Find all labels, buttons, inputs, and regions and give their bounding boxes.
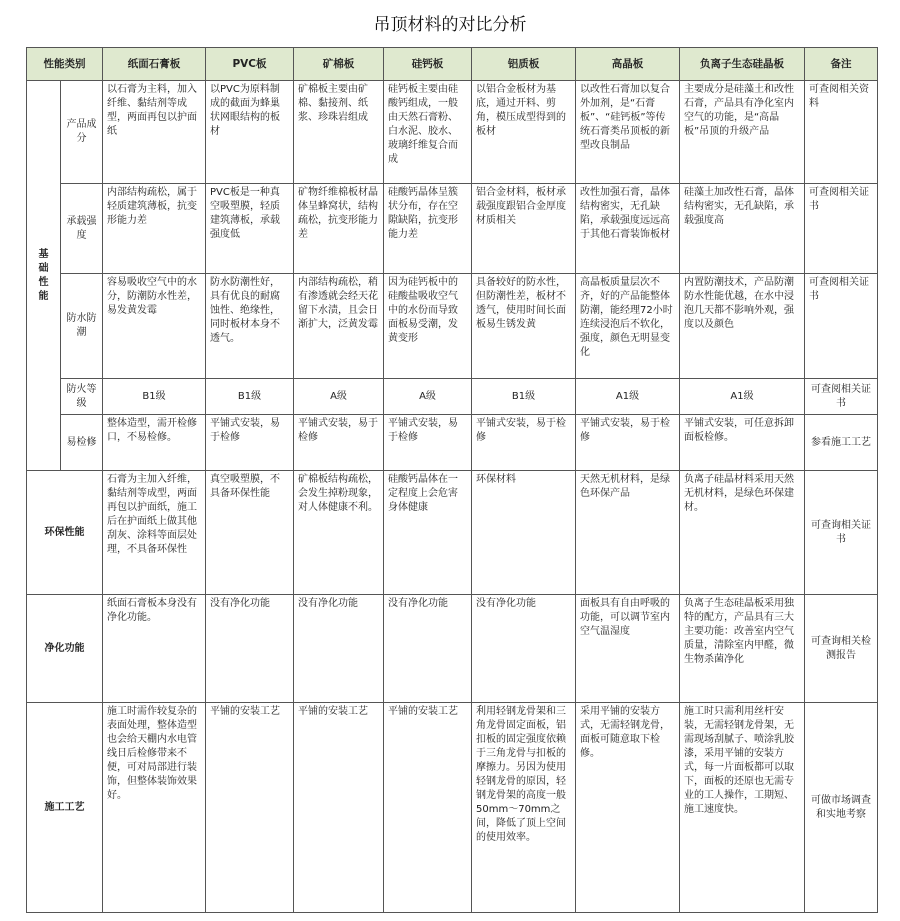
table-cell: 矿棉板主要由矿棉、黏接剂、纸浆、珍珠岩组成 [294, 81, 384, 184]
table-cell: 平铺式安装，易于检修 [576, 415, 680, 471]
table-row [27, 703, 878, 913]
table-cell: 平铺式安装，易于检修 [206, 415, 294, 471]
group-basic-label: 础 [38, 262, 49, 274]
table-cell: 主要成分是硅藻土和改性石膏，产品具有净化室内空气的功能，是“高晶板”吊顶的升级产品 [680, 81, 805, 184]
table-cell: 平铺式安装，易于检修 [294, 415, 384, 471]
table-cell: 可查阅相关证书 [805, 379, 878, 415]
row-label: 施工工艺 [27, 703, 103, 913]
table-cell: PVC板是一种真空吸塑膜，轻质建筑薄板，承载强度低 [206, 184, 294, 274]
table-cell: 因为硅钙板中的硅酸盐吸收空气中的水份而导致面板易受潮，发黄变形 [384, 274, 472, 379]
header-category: 性能类别 [27, 48, 103, 81]
row-label: 承载强度 [61, 184, 103, 274]
table-cell: 平铺的安装工艺 [384, 703, 472, 913]
table-cell: 硅酸钙晶体呈簇状分布，存在空隙缺陷，抗变形能力差 [384, 184, 472, 274]
group-basic-label: 性 [38, 276, 49, 288]
table-cell: 以铝合金板材为基底，通过开料、剪角，模压成型得到的板材 [472, 81, 576, 184]
header-gypsum: 纸面石膏板 [103, 48, 206, 81]
table-cell: 参看施工工艺 [805, 415, 878, 471]
table-cell: 可查询相关证书 [805, 471, 878, 595]
table-row [27, 274, 878, 379]
header-remark: 备注 [805, 48, 878, 81]
group-basic-performance [27, 81, 61, 471]
table-cell: A级 [294, 379, 384, 415]
header-aluminum: 铝质板 [472, 48, 576, 81]
header-pvc: PVC板 [206, 48, 294, 81]
group-basic-label: 基 [38, 248, 49, 260]
table-cell: 整体造型，需开检修口，不易检修。 [103, 415, 206, 471]
table-cell: 容易吸收空气中的水分，防潮防水性差，易发黄发霉 [103, 274, 206, 379]
table-cell: 硅藻土加改性石膏，晶体结构密实，无孔缺陷，承载强度高 [680, 184, 805, 274]
table-cell: 硅钙板主要由硅酸钙组成，一般由天然石膏粉、白水泥、胶水、玻璃纤维复合而成 [384, 81, 472, 184]
table-cell: 采用平铺的安装方式，无需轻钢龙骨，面板可随意取下检修。 [576, 703, 680, 913]
table-cell: 矿物纤维棉板材晶体呈蜂窝状，结构疏松，抗变形能力差 [294, 184, 384, 274]
table-cell: B1级 [472, 379, 576, 415]
table-cell: 内部结构疏松，稍有渗透就会经天花留下水渍，且会日渐扩大，泛黄发霉 [294, 274, 384, 379]
header-negative-ion: 负离子生态硅晶板 [680, 48, 805, 81]
row-label: 防水防潮 [61, 274, 103, 379]
header-high-crystal: 高晶板 [576, 48, 680, 81]
table-cell: 没有净化功能 [294, 595, 384, 703]
table-cell: B1级 [103, 379, 206, 415]
table-cell: A1级 [680, 379, 805, 415]
row-label: 易检修 [61, 415, 103, 471]
table-cell: 平铺式安装，易于检修 [384, 415, 472, 471]
table-cell: 负离子硅晶材料采用天然无机材料，是绿色环保建材。 [680, 471, 805, 595]
comparison-table [26, 47, 878, 913]
table-cell: A1级 [576, 379, 680, 415]
table-cell: 内部结构疏松，属于轻质建筑薄板，抗变形能力差 [103, 184, 206, 274]
table-cell: B1级 [206, 379, 294, 415]
table-cell: 以改性石膏加以复合外加剂，是“石膏板”、“硅钙板”等传统石膏类吊顶板的新型改良制品 [576, 81, 680, 184]
table-cell: 施工时需作较复杂的表面处理，整体造型也会给天棚内水电管线日后检修带来不便，可对局部进行装饰，但整体装饰效果好。 [103, 703, 206, 913]
table-cell: 平铺的安装工艺 [294, 703, 384, 913]
table-cell: 平铺的安装工艺 [206, 703, 294, 913]
table-cell: 面板具有自由呼吸的功能，可以调节室内空气温湿度 [576, 595, 680, 703]
table-cell: 负离子生态硅晶板采用独特的配方，产品具有三大主要功能：改善室内空气质量，清除室内甲醛，微生物杀菌净化 [680, 595, 805, 703]
table-cell: 利用轻钢龙骨架和三角龙骨固定面板，铝扣板的固定强度依赖于三角龙骨与扣板的摩擦力。另因为使用轻钢龙骨的原因，轻钢龙骨架的高度一般50mm～70mm之间，降低了顶上空间的使用效率。 [472, 703, 576, 913]
table-cell: 硅酸钙晶体在一定程度上会危害身体健康 [384, 471, 472, 595]
table-cell: 矿棉板结构疏松，会发生掉粉现象，对人体健康不利。 [294, 471, 384, 595]
header-mineral-wool: 矿棉板 [294, 48, 384, 81]
table-cell: 可查阅相关资料 [805, 81, 878, 184]
page-title: 吊顶材料的对比分析 [373, 15, 527, 35]
table-cell: 防水防潮性好，具有优良的耐腐蚀性、绝缘性，同时板材本身不透气。 [206, 274, 294, 379]
table-cell: 改性加强石膏，晶体结构密实，无孔缺陷，承载强度远远高于其他石膏装饰板材 [576, 184, 680, 274]
row-label: 环保性能 [27, 471, 103, 595]
table-cell: 平铺式安装，易于检修 [472, 415, 576, 471]
table-cell: A级 [384, 379, 472, 415]
table-cell: 以石膏为主料，加入纤维、黏结剂等成型，两面再包以护面纸 [103, 81, 206, 184]
table-row [27, 81, 878, 184]
table-cell: 可查询相关检测报告 [805, 595, 878, 703]
group-basic-label: 能 [38, 290, 49, 302]
row-label: 防火等级 [61, 379, 103, 415]
table-cell: 环保材料 [472, 471, 576, 595]
table-cell: 可查阅相关证书 [805, 184, 878, 274]
table-cell: 天然无机材料，是绿色环保产品 [576, 471, 680, 595]
table-cell: 内置防潮技术，产品防潮防水性能优越，在水中浸泡几天都不影响外观，强度以及颜色 [680, 274, 805, 379]
table-cell: 可做市场调查和实地考察 [805, 703, 878, 913]
table-row [27, 595, 878, 703]
table-cell: 可查阅相关证书 [805, 274, 878, 379]
table-row [27, 184, 878, 274]
row-label: 净化功能 [27, 595, 103, 703]
table-row [27, 415, 878, 471]
header-calcium-silicate: 硅钙板 [384, 48, 472, 81]
table-cell: 高晶板质量层次不齐，好的产品能整体防潮，能经理72小时连续浸泡后不软化，强度，颜色无明显变化 [576, 274, 680, 379]
table-cell: 没有净化功能 [384, 595, 472, 703]
table-cell: 以PVC为原料制成的截面为蜂巢状网眼结构的板材 [206, 81, 294, 184]
table-row [27, 379, 878, 415]
table-cell: 没有净化功能 [206, 595, 294, 703]
row-label: 产品成分 [61, 81, 103, 184]
table-cell: 真空吸塑膜，不具备环保性能 [206, 471, 294, 595]
table-row [27, 471, 878, 595]
table-cell: 平铺式安装，可任意拆卸面板检修。 [680, 415, 805, 471]
header-row [27, 48, 878, 81]
table-cell: 铝合金材料，板材承载强度跟铝合金厚度材质相关 [472, 184, 576, 274]
table-cell: 没有净化功能 [472, 595, 576, 703]
table-cell: 纸面石膏板本身没有净化功能。 [103, 595, 206, 703]
table-cell: 石膏为主加入纤维，黏结剂等成型，两面再包以护面纸，施工后在护面纸上做其他刮灰、涂料等面层处理，不具备环保性 [103, 471, 206, 595]
table-cell: 施工时只需利用丝杆安装，无需轻钢龙骨架，无需现场刮腻子、喷涂乳胶漆，采用平铺的安装方式，每一片面板都可以取下，面板的还原也无需专业的工人操作，工期短、施工速度快。 [680, 703, 805, 913]
table-cell: 具备较好的防水性，但防潮性差，板材不透气，使用时间长面板易生锈发黄 [472, 274, 576, 379]
